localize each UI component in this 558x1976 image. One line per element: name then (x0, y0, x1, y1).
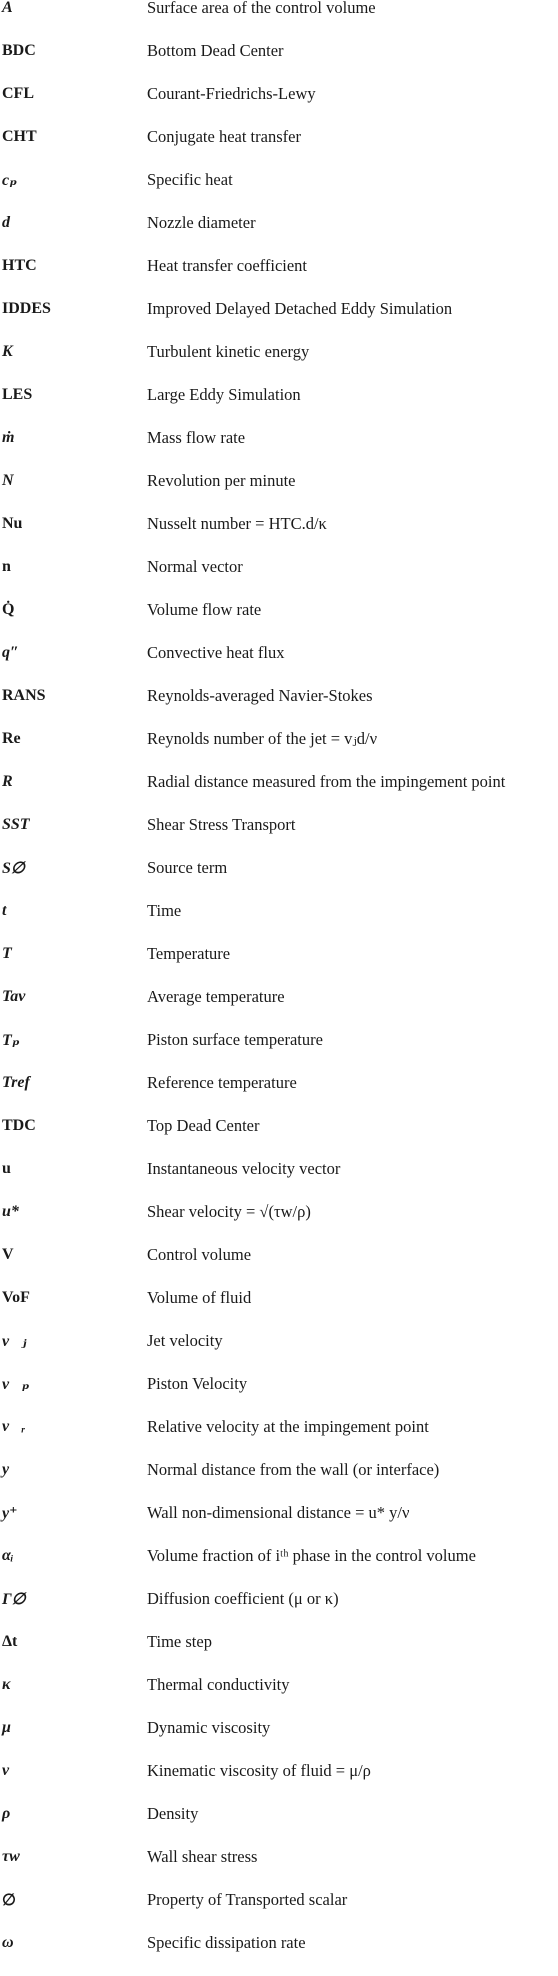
nomenclature-symbol: v⃗ⱼ (2, 1332, 27, 1350)
nomenclature-definition: Source term (147, 857, 228, 877)
nomenclature-definition: Jet velocity (147, 1330, 223, 1350)
nomenclature-row (0, 1276, 558, 1319)
nomenclature-symbol: Q̇ (2, 600, 15, 618)
nomenclature-symbol: cₚ (2, 171, 18, 189)
nomenclature-symbol: y⁺ (2, 1504, 18, 1522)
nomenclature-row (0, 244, 558, 287)
nomenclature-symbol: t (2, 901, 7, 919)
nomenclature-definition: Reynolds-averaged Navier-Stokes (147, 685, 373, 705)
nomenclature-row (0, 1835, 558, 1878)
nomenclature-row (0, 1018, 558, 1061)
nomenclature-symbol: Nu (2, 514, 23, 532)
nomenclature-symbol: TDC (2, 1116, 36, 1134)
nomenclature-row (0, 1491, 558, 1534)
nomenclature-definition: Volume flow rate (147, 599, 262, 619)
nomenclature-symbol: Tref (2, 1073, 30, 1091)
nomenclature-definition: Density (147, 1803, 199, 1823)
nomenclature-definition: Reference temperature (147, 1072, 297, 1092)
nomenclature-row (0, 975, 558, 1018)
nomenclature-symbol: n (2, 557, 11, 575)
nomenclature-row (0, 932, 558, 975)
nomenclature-row (0, 201, 558, 244)
nomenclature-symbol: RANS (2, 686, 46, 704)
nomenclature-row (0, 717, 558, 760)
nomenclature-definition: Top Dead Center (147, 1115, 260, 1135)
nomenclature-row (0, 330, 558, 373)
nomenclature-definition: Bottom Dead Center (147, 40, 284, 60)
nomenclature-definition: Nozzle diameter (147, 212, 256, 232)
nomenclature-row (0, 459, 558, 502)
nomenclature-definition: Surface area of the control volume (147, 0, 376, 17)
nomenclature-definition: Dynamic viscosity (147, 1717, 271, 1737)
nomenclature-row (0, 1147, 558, 1190)
nomenclature-definition: Wall shear stress (147, 1846, 258, 1866)
nomenclature-row (0, 1663, 558, 1706)
nomenclature-definition: Revolution per minute (147, 470, 296, 490)
nomenclature-definition: Convective heat flux (147, 642, 285, 662)
nomenclature-row (0, 1319, 558, 1362)
nomenclature-row (0, 588, 558, 631)
nomenclature-symbol: CHT (2, 127, 37, 145)
nomenclature-symbol: ṁ (2, 428, 15, 446)
nomenclature-symbol: Tₚ (2, 1031, 20, 1049)
nomenclature-row (0, 1534, 558, 1577)
nomenclature-definition: Instantaneous velocity vector (147, 1158, 341, 1178)
nomenclature-row (0, 373, 558, 416)
nomenclature-row (0, 287, 558, 330)
nomenclature-row (0, 1921, 558, 1964)
nomenclature-definition: Time step (147, 1631, 212, 1651)
nomenclature-definition: Control volume (147, 1244, 252, 1264)
nomenclature-symbol: R (2, 772, 13, 790)
nomenclature-row (0, 1448, 558, 1491)
nomenclature-row (0, 760, 558, 803)
nomenclature-symbol: Δt (2, 1632, 18, 1650)
nomenclature-symbol: y (2, 1460, 10, 1478)
nomenclature-row (0, 889, 558, 932)
nomenclature-definition: Specific dissipation rate (147, 1932, 306, 1952)
nomenclature-symbol: BDC (2, 41, 36, 59)
nomenclature-symbol: Re (2, 729, 21, 747)
nomenclature-symbol: N (2, 471, 14, 489)
nomenclature-definition: Mass flow rate (147, 427, 246, 447)
nomenclature-symbol: v⃗ₚ (2, 1375, 30, 1393)
nomenclature-row (0, 72, 558, 115)
nomenclature-symbol: HTC (2, 256, 37, 274)
nomenclature-row (0, 545, 558, 588)
nomenclature-definition: Volume of fluid (147, 1287, 252, 1307)
nomenclature-row (0, 1577, 558, 1620)
nomenclature-row (0, 0, 558, 29)
nomenclature-symbol: u (2, 1159, 11, 1177)
nomenclature-symbol: v⃗ᵣ (2, 1417, 26, 1435)
nomenclature-row (0, 1792, 558, 1835)
nomenclature-definition: Nusselt number = HTC.d/κ (147, 513, 327, 533)
nomenclature-definition: Piston Velocity (147, 1373, 248, 1393)
nomenclature-symbol: K (2, 342, 13, 360)
nomenclature-symbol: IDDES (2, 299, 51, 317)
nomenclature-row (0, 803, 558, 846)
nomenclature-symbol: SST (2, 815, 30, 833)
nomenclature-row (0, 1706, 558, 1749)
nomenclature-row (0, 1405, 558, 1448)
nomenclature-row (0, 1190, 558, 1233)
nomenclature-definition: Shear Stress Transport (147, 814, 296, 834)
nomenclature-definition: Kinematic viscosity of fluid = μ/ρ (147, 1760, 371, 1780)
nomenclature-row (0, 1233, 558, 1276)
nomenclature-definition: Average temperature (147, 986, 285, 1006)
nomenclature-row (0, 158, 558, 201)
nomenclature-symbol: Tav (2, 987, 26, 1005)
nomenclature-row (0, 1362, 558, 1405)
nomenclature-symbol: u* (2, 1202, 19, 1220)
nomenclature-row (0, 1104, 558, 1147)
nomenclature-symbol: V (2, 1245, 14, 1263)
nomenclature-definition: Property of Transported scalar (147, 1889, 348, 1909)
nomenclature-symbol: LES (2, 385, 33, 403)
nomenclature-symbol: CFL (2, 84, 34, 102)
nomenclature-definition: Large Eddy Simulation (147, 384, 301, 404)
nomenclature-symbol: d (2, 213, 10, 231)
nomenclature-definition: Courant-Friedrichs-Lewy (147, 83, 316, 103)
nomenclature-row (0, 1620, 558, 1663)
nomenclature-symbol: ∅ (2, 1891, 16, 1909)
nomenclature-row (0, 1061, 558, 1104)
nomenclature-definition: Wall non-dimensional distance = u* y/ν (147, 1502, 410, 1522)
nomenclature-symbol: Γ∅ (2, 1590, 26, 1608)
nomenclature-definition: Heat transfer coefficient (147, 255, 308, 275)
nomenclature-definition: Specific heat (147, 169, 233, 189)
nomenclature-symbol: T (2, 944, 12, 962)
nomenclature-definition: Piston surface temperature (147, 1029, 323, 1049)
nomenclature-row (0, 674, 558, 717)
nomenclature-symbol: μ (2, 1718, 11, 1736)
nomenclature-symbol: ρ (2, 1804, 11, 1822)
nomenclature-definition: Conjugate heat transfer (147, 126, 301, 146)
nomenclature-symbol: τw (2, 1847, 20, 1865)
nomenclature-definition: Diffusion coefficient (μ or κ) (147, 1588, 339, 1608)
nomenclature-symbol: κ (2, 1675, 11, 1693)
nomenclature-definition: Volume fraction of iᵗʰ phase in the control volume (147, 1545, 476, 1565)
nomenclature-definition: Time (147, 900, 182, 920)
nomenclature-symbol: ω (2, 1933, 14, 1951)
nomenclature-symbol: S∅ (2, 859, 25, 877)
nomenclature-symbol: VoF (2, 1288, 30, 1306)
nomenclature-row (0, 631, 558, 674)
nomenclature-symbol: ν (2, 1761, 10, 1779)
nomenclature-definition: Reynolds number of the jet = vⱼd/ν (147, 728, 378, 748)
nomenclature-symbol: A (2, 0, 13, 16)
nomenclature-row (0, 502, 558, 545)
nomenclature-definition: Radial distance measured from the impingement point (147, 771, 506, 791)
nomenclature-definition: Normal vector (147, 556, 243, 576)
nomenclature-row (0, 115, 558, 158)
nomenclature-row (0, 29, 558, 72)
nomenclature-row (0, 1749, 558, 1792)
nomenclature-definition: Relative velocity at the impingement point (147, 1416, 429, 1436)
nomenclature-row (0, 1878, 558, 1921)
nomenclature-symbol: αᵢ (2, 1546, 14, 1564)
nomenclature-row (0, 416, 558, 459)
nomenclature-definition: Improved Delayed Detached Eddy Simulation (147, 298, 453, 318)
nomenclature-symbol: q″ (2, 643, 19, 661)
nomenclature-definition: Turbulent kinetic energy (147, 341, 310, 361)
nomenclature-definition: Temperature (147, 943, 231, 963)
nomenclature-definition: Shear velocity = √(τw/ρ) (147, 1201, 311, 1221)
nomenclature-definition: Thermal conductivity (147, 1674, 290, 1694)
nomenclature-row (0, 846, 558, 889)
nomenclature-definition: Normal distance from the wall (or interface) (147, 1459, 440, 1479)
